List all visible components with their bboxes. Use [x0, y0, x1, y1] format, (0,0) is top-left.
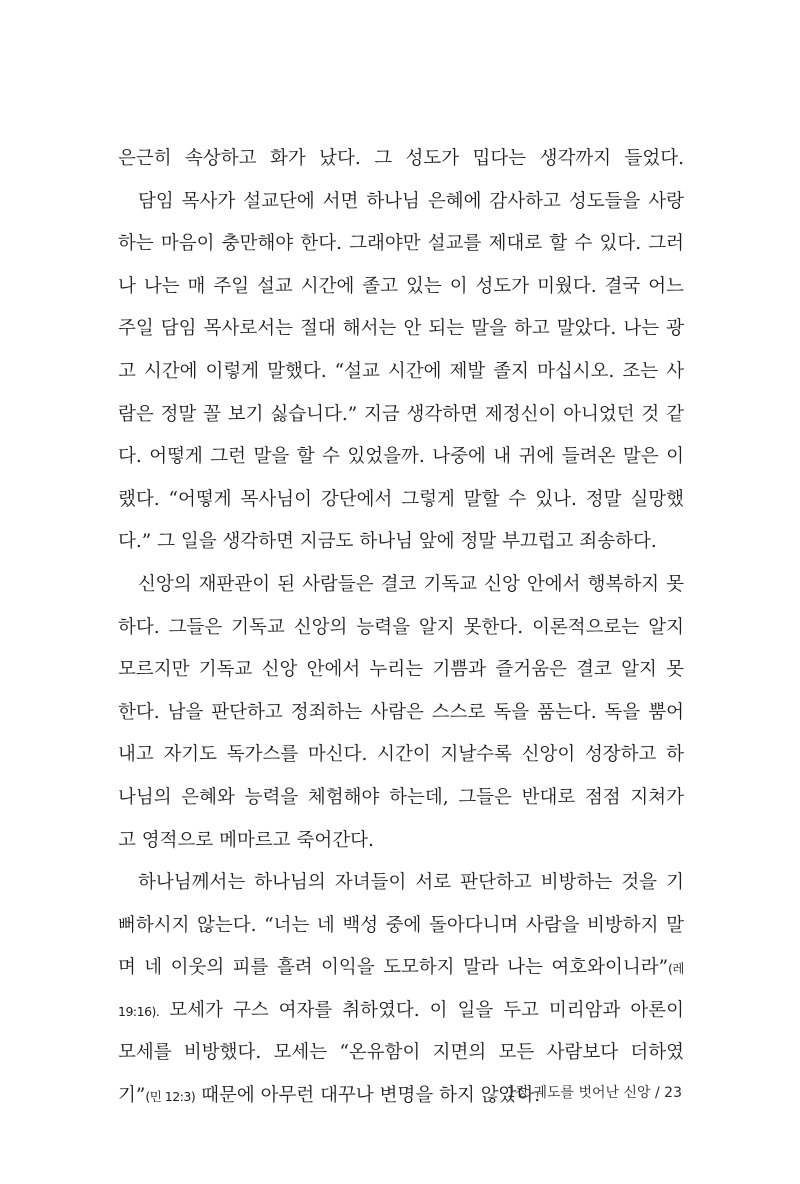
- text-line: 다. 어떻게 그런 말을 할 수 있었을까. 나중에 내 귀에 들려온 말은 이: [118, 446, 684, 468]
- body-text: [118, 138, 684, 1118]
- scripture-reference: (레: [668, 961, 684, 977]
- text-line: [118, 947, 684, 990]
- text-line: 고 시간에 이렇게 말했다. “설교 시간에 제발 졸지 마십시오. 조는 사: [118, 360, 684, 382]
- text-span: 며 네 이웃의 피를 흘려 이익을 도모하지 말라 나는 여호와이니라”: [118, 957, 669, 979]
- paragraph-start-line: 담임 목사가 설교단에 서면 하나님 은혜에 감사하고 성도들을 사랑: [138, 190, 684, 212]
- text-line: 랬다. “어떻게 목사님이 강단에서 그렇게 말할 수 있나. 정말 실망했: [118, 488, 684, 510]
- footer-separator: /: [650, 1085, 665, 1101]
- paragraph-start-line: 하나님께서는 하나님의 자녀들이 서로 판단하고 비방하는 것을 기: [138, 872, 684, 894]
- page-footer: [507, 1082, 682, 1102]
- text-line: 다.” 그 일을 생각하면 지금도 하나님 앞에 정말 부끄럽고 죄송하다.: [118, 531, 657, 553]
- text-line: 은근히 속상하고 화가 났다. 그 성도가 밉다는 생각까지 들었다.: [118, 148, 684, 169]
- text-span: 모세가 구스 여자를 취하였다. 이 일을 두고 미리암과 아론이: [159, 999, 684, 1021]
- text-line: [118, 990, 684, 1033]
- text-line: 모세를 비방했다. 모세는 “온유함이 지면의 모든 사람보다 더하였: [118, 1042, 684, 1064]
- text-line: 내고 자기도 독가스를 마신다. 시간이 지날수록 신앙이 성장하고 하: [118, 744, 684, 766]
- paragraph-start-line: 신앙의 재판관이 된 사람들은 결코 기독교 신앙 안에서 행복하지 못: [138, 573, 684, 595]
- text-line: 하는 마음이 충만해야 한다. 그래야만 설교를 제대로 할 수 있다. 그러: [118, 233, 684, 255]
- text-span: 때문에 아무런 대꾸나 변명을 하지 않았다.: [195, 1085, 541, 1107]
- text-line: 주일 담임 목사로서는 절대 해서는 안 되는 말을 하고 말았다. 나는 광: [118, 318, 684, 340]
- text-line: 람은 정말 꼴 보기 싫습니다.” 지금 생각하면 제정신이 아니었던 것 같: [118, 403, 684, 425]
- scripture-reference: 19:16).: [118, 1003, 160, 1019]
- text-line: 하다. 그들은 기독교 신앙의 능력을 알지 못한다. 이론적으로는 알지: [118, 616, 684, 638]
- text-line: 나님의 은혜와 능력을 체험해야 하는데, 그들은 반대로 점점 지쳐가: [118, 786, 684, 808]
- page-number: 23: [664, 1085, 682, 1101]
- text-line: 한다. 남을 판단하고 정죄하는 사람은 스스로 독을 품는다. 독을 뿜어: [118, 701, 684, 723]
- text-span: 기”: [118, 1085, 146, 1107]
- scripture-reference: (민 12:3): [145, 1089, 196, 1105]
- text-line: 모르지만 기독교 신앙 안에서 누리는 기쁨과 즐거움은 결코 알지 못: [118, 659, 684, 681]
- text-line: 고 영적으로 메마르고 죽어간다.: [118, 829, 374, 851]
- text-line: 나 나는 매 주일 설교 시간에 졸고 있는 이 성도가 미웠다. 결국 어느: [118, 275, 684, 297]
- text-line: 뻐하시지 않는다. “너는 네 백성 중에 돌아다니며 사람을 비방하지 말: [118, 914, 684, 936]
- chapter-title: 1장 궤도를 벗어난 신앙: [506, 1085, 651, 1101]
